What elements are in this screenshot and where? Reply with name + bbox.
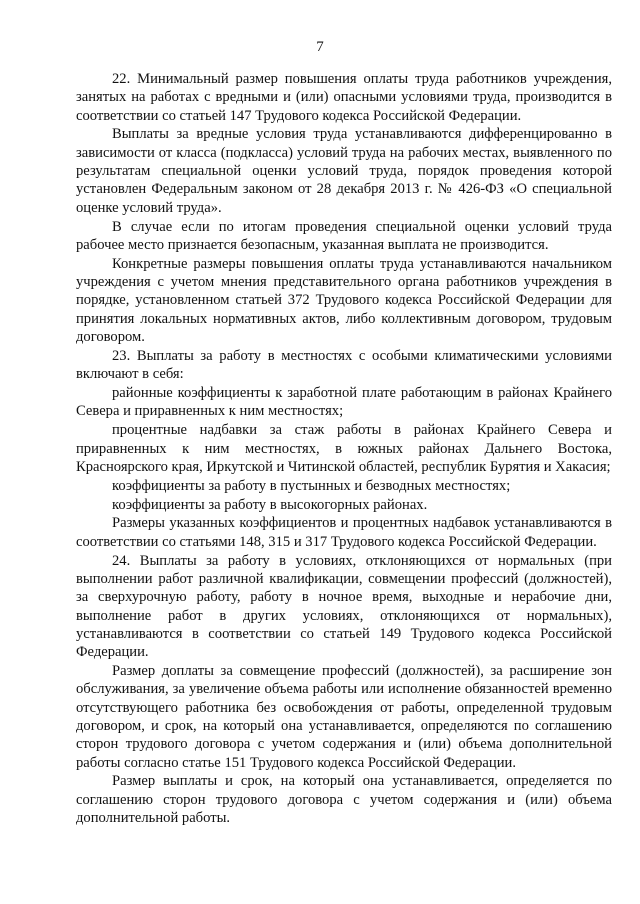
page-number: 7 bbox=[316, 39, 324, 55]
paragraph-22-intro: 22. Минимальный размер повышения оплаты труда работников учреждения, занятых на работах с вредными и (или) опасными условиями труда, производится в соответствии со статьей 147 Трудового кодекса Российской Федерации. bbox=[76, 71, 612, 124]
paragraph-regional-coefficients: районные коэффициенты к заработной плате работающим в районах Крайнего Севера и приравненных к ним местностях; bbox=[76, 385, 612, 420]
paragraph-23-intro: 23. Выплаты за работу в местностях с особыми климатическими условиями включают в себя: bbox=[76, 347, 612, 383]
paragraph-desert-coefficients: коэффициенты за работу в пустынных и безводных местностях; bbox=[112, 477, 511, 494]
paragraph-combination-allowance: Размер доплаты за совмещение профессий (должностей), за расширение зон обслуживания, за увеличение объема работы или исполнение обязанностей временно отсутствующего работника без освобождения от работы, определенной трудовым договором, и срок, на который она устанавливается, определяются по соглашению сторон трудового договора с учетом содержания и (или) объема дополнительной работы согласно статье 151 Трудового кодекса Российской Федерации. bbox=[76, 663, 612, 771]
document-body bbox=[76, 70, 612, 827]
paragraph-24-intro: 24. Выплаты за работу в условиях, отклоняющихся от нормальных (при выполнении работ различной квалификации, совмещении профессий (должностей), за сверхурочную работу, работу в ночное время, выходные и нерабочие дни, выполнение работ в других условиях, отклоняющихся от нормальных), устанавливаются в соответствии со статьей 149 Трудового кодекса Российской Федерации. bbox=[76, 552, 612, 661]
paragraph-harmful-conditions: Выплаты за вредные условия труда устанавливаются дифференцированно в зависимости от класса (подкласса) условий труда на рабочих местах, выявленного по результатам специальной оценки условий труда, порядок проведения которой установлен Федеральным законом от 28 декабря 2013 г. № 426-ФЗ «О специальной оценке условий труда». bbox=[76, 126, 612, 216]
paragraph-specific-amounts: Конкретные размеры повышения оплаты труда устанавливаются начальником учреждения с учетом мнения представительного органа работников учреждения в порядке, установленном статьей 372 Трудового кодекса Российской Федерации для принятия локальных нормативных актов, либо коллективным договором, трудовым договором. bbox=[76, 255, 612, 345]
paragraph-highland-coefficients: коэффициенты за работу в высокогорных районах. bbox=[112, 496, 428, 513]
paragraph-amounts-articles: Размеры указанных коэффициентов и процентных надбавок устанавливаются в соответствии со статьями 148, 315 и 317 Трудового кодекса Российской Федерации. bbox=[76, 515, 612, 550]
paragraph-percent-allowances: процентные надбавки за стаж работы в районах Крайнего Севера и приравненных к ним местностях, в южных районах Дальнего Востока, Красноярского края, Иркутской и Читинской областей, республик Бурятия и Хакасия; bbox=[76, 422, 612, 475]
paragraph-safe-workplace: В случае если по итогам проведения специальной оценки условий труда рабочее место признается безопасным, указанная выплата не производится. bbox=[76, 218, 612, 253]
paragraph-payment-term: Размер выплаты и срок, на который она устанавливается, определяется по соглашению сторон трудового договора с учетом содержания и (или) объема дополнительной работы. bbox=[76, 773, 612, 826]
